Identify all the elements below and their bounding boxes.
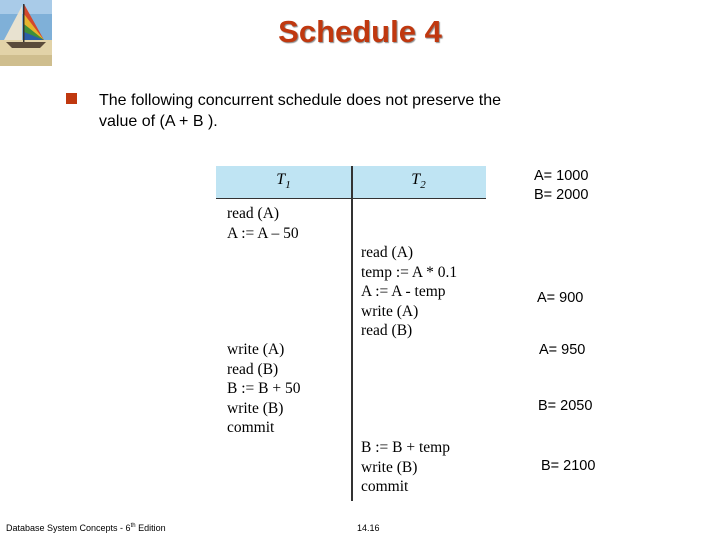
t1-op bbox=[227, 340, 300, 438]
t2-op-read-a: read (A) bbox=[361, 244, 414, 261]
note-b-after-t2: B= 2100 bbox=[541, 458, 596, 474]
t2-op-b-plus-temp: B := B + temp bbox=[361, 439, 450, 456]
bullet-line-2: value of (A + B ). bbox=[99, 113, 218, 130]
t2-op-a-minus-temp: A := A - temp bbox=[361, 283, 446, 300]
t2-op bbox=[361, 438, 450, 497]
note-initial-a: A= 1000 bbox=[534, 168, 589, 184]
footer-book-title bbox=[6, 523, 166, 533]
t1-op-b-plus-50: B := B + 50 bbox=[227, 380, 301, 397]
footer-book-suffix: Edition bbox=[135, 523, 166, 533]
column-divider bbox=[351, 166, 353, 501]
header-t1: $T_1$ bbox=[276, 171, 291, 192]
t1-op-commit: commit bbox=[227, 419, 275, 436]
note-b-after-t1: B= 2050 bbox=[538, 398, 593, 414]
footer-page-number: 14.16 bbox=[357, 523, 380, 533]
t1-op-write-b: write (B) bbox=[227, 399, 284, 417]
t1-op bbox=[227, 204, 299, 243]
bullet-text bbox=[99, 90, 619, 132]
t1-op-write-a: write (A) bbox=[227, 341, 285, 358]
t1-op-read-a: read (A) bbox=[227, 205, 280, 222]
bullet-line-1: The following concurrent schedule does not preserve the bbox=[99, 92, 502, 109]
note-initial-b: B= 2000 bbox=[534, 187, 589, 203]
bullet-marker-icon bbox=[66, 93, 77, 104]
page-title: Schedule 4 bbox=[278, 14, 442, 49]
t1-op-a-minus-50: A := A – 50 bbox=[227, 224, 299, 242]
t2-op-temp: temp := A * 0.1 bbox=[361, 263, 458, 281]
t2-op-read-b: read (B) bbox=[361, 322, 413, 339]
t2-op-write-b: write (B) bbox=[361, 458, 418, 476]
note-a-after-t2: A= 900 bbox=[537, 290, 584, 306]
footer-book-sup: th bbox=[130, 523, 136, 529]
t2-op bbox=[361, 243, 457, 341]
footer-book-prefix: Database System Concepts - 6 bbox=[6, 523, 131, 533]
schedule-table bbox=[216, 166, 486, 501]
note-a-after-t1: A= 950 bbox=[539, 342, 586, 358]
t2-op-commit: commit bbox=[361, 478, 409, 495]
t2-op-write-a: write (A) bbox=[361, 302, 419, 320]
header-t2: $T_2$ bbox=[411, 171, 426, 192]
t1-op-read-b: read (B) bbox=[227, 360, 279, 378]
